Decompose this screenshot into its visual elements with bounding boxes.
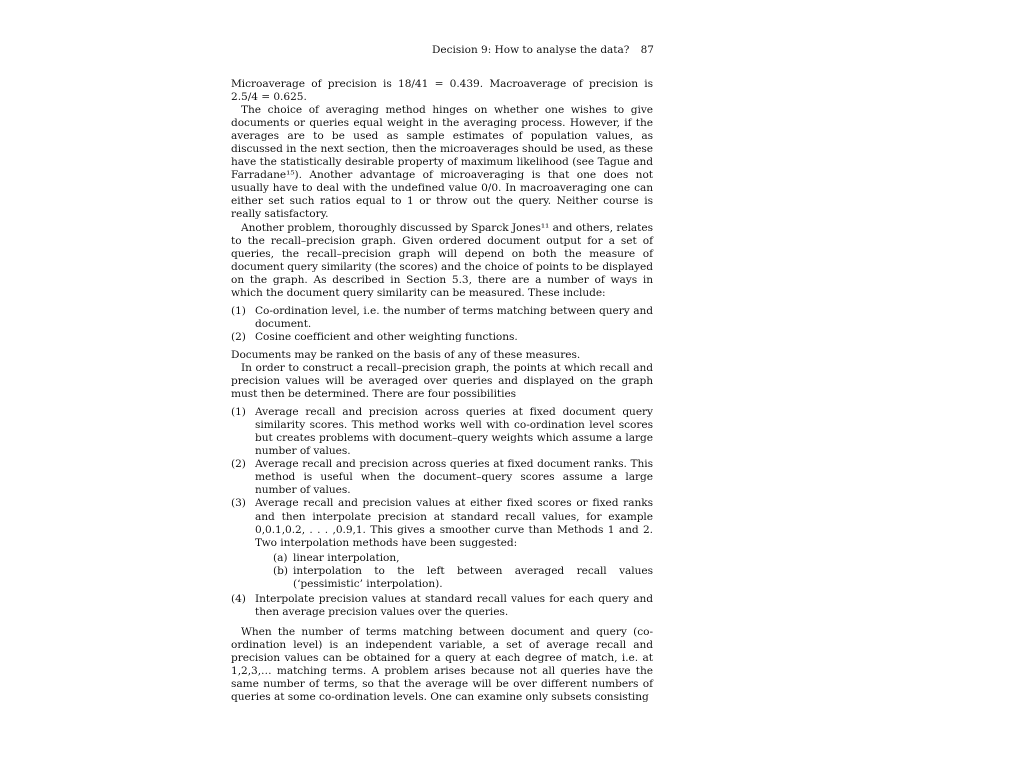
list-item: [231, 406, 653, 458]
sublist-item-letter: (b): [273, 564, 288, 577]
running-header: [432, 44, 654, 56]
list-item-number: (1): [231, 406, 246, 419]
list-item-number: (2): [231, 330, 246, 343]
sublist-item-letter: (a): [273, 551, 288, 564]
page-number: 87: [640, 44, 654, 56]
page-body: [231, 78, 653, 704]
paragraph-coordination-level: When the number of terms matching between document and query (co-ordination level) is an independent variable, a set of average recall and precision values can be obtained for a query at each degree of match, i.e. at 1,2,3,… matching terms. A problem arises because not all queries have the same number of terms, so that the average will be over different numbers of queries at some co-ordination levels. One can examine only subsets consisting: [231, 625, 653, 704]
running-title: Decision 9: How to analyse the data?: [432, 44, 630, 56]
list-item-number: (4): [231, 592, 246, 605]
list-item-text: Average recall and precision across queries at fixed document query similarity scores. This method works well with co-ordination level scores but creates problems with document–query weights which assume a large number of values.: [255, 406, 653, 458]
list-item: [231, 593, 653, 619]
list-item-number: (2): [231, 458, 246, 471]
paragraph-construct-graph: In order to construct a recall–precision graph, the points at which recall and precision values will be averaged over queries and displayed on the graph must then be determined. There are four possibilities: [231, 361, 653, 401]
sublist-item: [273, 552, 653, 565]
list-item-text: Average recall and precision values at either fixed scores or fixed ranks and then interpolate precision at standard recall values, for example 0,0.1,0.2, . . . ,0.9,1. This gives a smoother curve than Methods 1 and 2. Two interpolation methods have been suggested:: [255, 497, 653, 549]
paragraph-recall-precision-graph: Another problem, thoroughly discussed by Sparck Jones¹¹ and others, relates to the recall–precision graph. Given ordered document output for a set of queries, the recall–precision graph will depend on both the measure of document query similarity (the scores) and the choice of points to be displayed on the graph. As described in Section 5.3, there are a number of ways in which the document query similarity can be measured. These include:: [231, 221, 653, 299]
list-item-number: (1): [231, 304, 246, 317]
sublist-item: [273, 565, 653, 591]
list-item-number: (3): [231, 497, 246, 510]
list-item-text: Average recall and precision across queries at fixed document ranks. This method is useful when the document–query scores assume a large number of values.: [255, 458, 653, 497]
list-item: [231, 458, 653, 497]
paragraph-averaging-method: The choice of averaging method hinges on whether one wishes to give documents or queries equal weight in the averaging process. However, if the averages are to be used as sample estimates of population values, as discussed in the next section, then the microaverages should be used, as these have the statistically desirable property of maximum likelihood (see Tague and Farradane¹⁵). Another advantage of microaveraging is that one does not usually have to deal with the undefined value 0/0. In macroaveraging one can either set such ratios equal to 1 or throw out the query. Neither course is really satisfactory.: [231, 104, 653, 221]
sublist-item-text: interpolation to the left between averaged recall values (‘pessimistic’ interpolation).: [293, 564, 653, 590]
sublist-item-text: linear interpolation,: [293, 551, 400, 564]
paragraph-ranking-note: Documents may be ranked on the basis of any of these measures.: [231, 348, 581, 361]
interpolation-methods-list: [255, 552, 653, 591]
list-item: [231, 305, 653, 331]
list-item: [231, 331, 653, 344]
list-item: [231, 497, 653, 592]
averaging-possibilities-list: [231, 406, 653, 619]
list-item-text: Interpolate precision values at standard recall values for each query and then average precision values over the queries.: [255, 592, 653, 618]
list-item-text: Cosine coefficient and other weighting functions.: [255, 330, 518, 343]
list-item-text: Co-ordination level, i.e. the number of terms matching between query and document.: [255, 304, 653, 330]
spacer: [231, 619, 653, 626]
paragraph-microaverage: Microaverage of precision is 18/41 = 0.439. Macroaverage of precision is 2.5/4 = 0.625.: [231, 78, 653, 104]
similarity-measures-list: [231, 305, 653, 344]
